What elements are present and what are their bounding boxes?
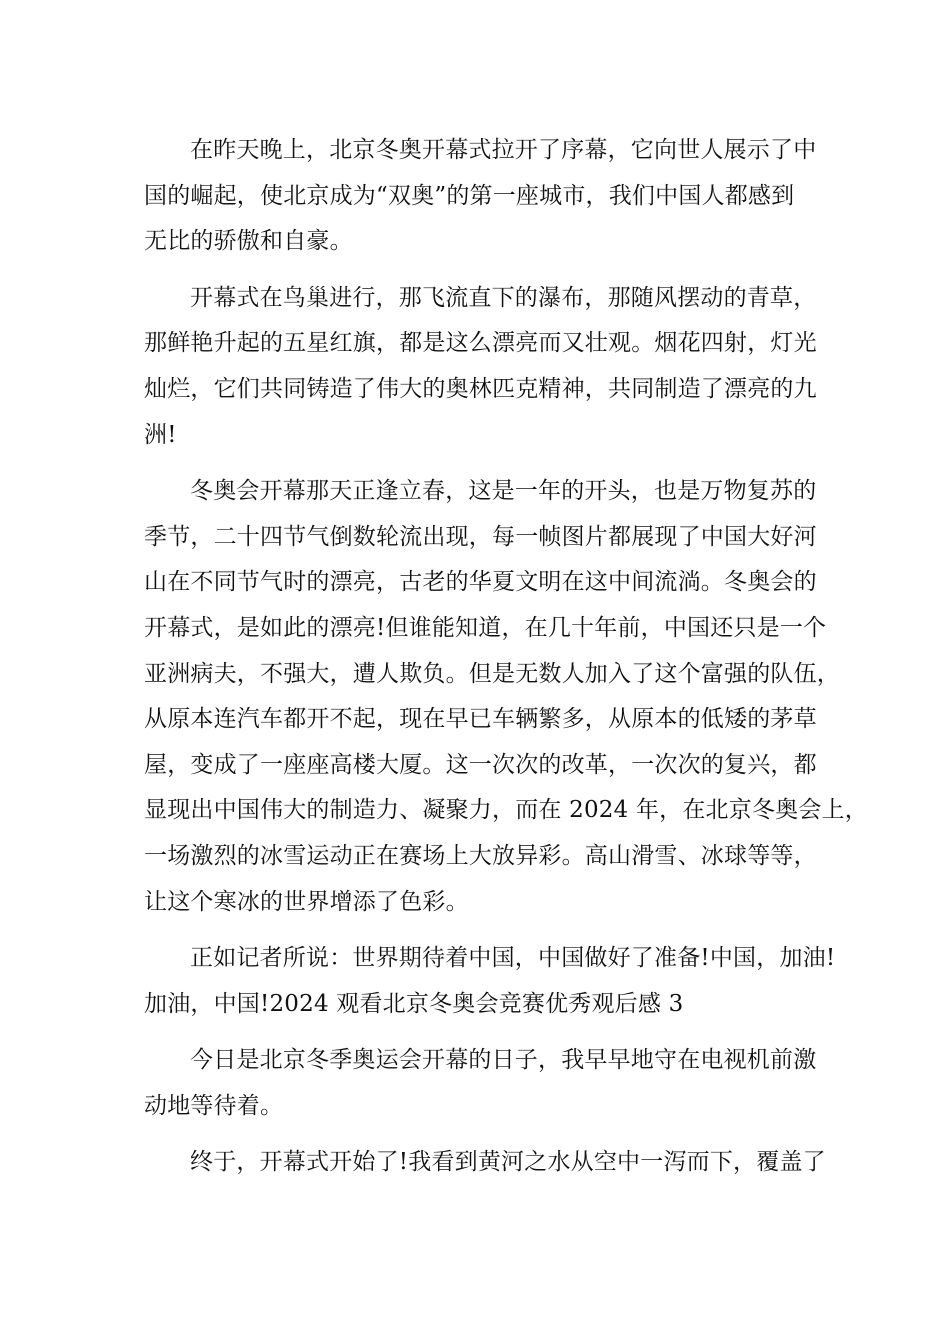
- paragraph-line: 冬奥会开幕那天正逢立春，这是一年的开头，也是万物复苏的: [190, 478, 817, 505]
- paragraph-1: [144, 128, 817, 265]
- paragraph-line: 季节，二十四节气倒数轮流出现，每一帧图片都展现了中国大好河: [144, 523, 817, 550]
- paragraph-2: [144, 276, 817, 458]
- paragraph-line: 显现出中国伟大的制造力、凝聚力，而在 2024 年，在北京冬奥会上，: [144, 797, 868, 824]
- paragraph-line: 洲!: [144, 421, 177, 448]
- document-body: [144, 128, 868, 1186]
- paragraph-line: 灿烂，它们共同铸造了伟大的奥林匹克精神，共同制造了漂亮的九: [144, 375, 817, 402]
- paragraph-line: 加油，中国!2024 观看北京冬奥会竞赛优秀观后感 3: [144, 990, 684, 1017]
- paragraph-line: 从原本连汽车都开不起，现在早已车辆繁多，从原本的低矮的茅草: [144, 706, 817, 733]
- paragraph-line: 山在不同节气时的漂亮，古老的华夏文明在这中间流淌。冬奥会的: [144, 569, 817, 596]
- paragraph-line: 在昨天晚上，北京冬奥开幕式拉开了序幕，它向世人展示了中: [190, 137, 817, 163]
- paragraph-line: 动地等待着。: [144, 1092, 284, 1119]
- paragraph-line: 那鲜艳升起的五星红旗，都是这么漂亮而又壮观。烟花四射，灯光: [144, 330, 817, 357]
- paragraph-3: [144, 469, 868, 925]
- paragraph-line: 让这个寒冰的世界增添了色彩。: [144, 888, 469, 915]
- paragraph-line: 正如记者所说：世界期待着中国，中国做好了准备!中国，加油!: [190, 945, 836, 972]
- paragraph-6: [144, 1140, 826, 1186]
- paragraph-line: 一场激烈的冰雪运动正在赛场上大放异彩。高山滑雪、冰球等等，: [144, 842, 817, 869]
- paragraph-line: 开幕式，是如此的漂亮!但谁能知道，在几十年前，中国还只是一个: [144, 614, 827, 641]
- paragraph-line: 今日是北京冬季奥运会开幕的日子，我早早地守在电视机前激: [190, 1047, 817, 1074]
- paragraph-5: [144, 1038, 817, 1129]
- paragraph-line: 无比的骄傲和自豪。: [144, 228, 353, 255]
- paragraph-line: 国的崛起，使北京成为“双奥”的第一座城市，我们中国人都感到: [144, 182, 795, 209]
- paragraph-4: [144, 936, 836, 1027]
- paragraph-line: 开幕式在鸟巢进行，那飞流直下的瀑布，那随风摆动的青草，: [190, 284, 817, 311]
- paragraph-line: 终于，开幕式开始了!我看到黄河之水从空中一泻而下，覆盖了: [190, 1149, 826, 1176]
- paragraph-line: 亚洲病夫，不强大，遭人欺负。但是无数人加入了这个富强的队伍，: [144, 660, 840, 687]
- paragraph-line: 屋，变成了一座座高楼大厦。这一次次的改革，一次次的复兴，都: [144, 751, 817, 778]
